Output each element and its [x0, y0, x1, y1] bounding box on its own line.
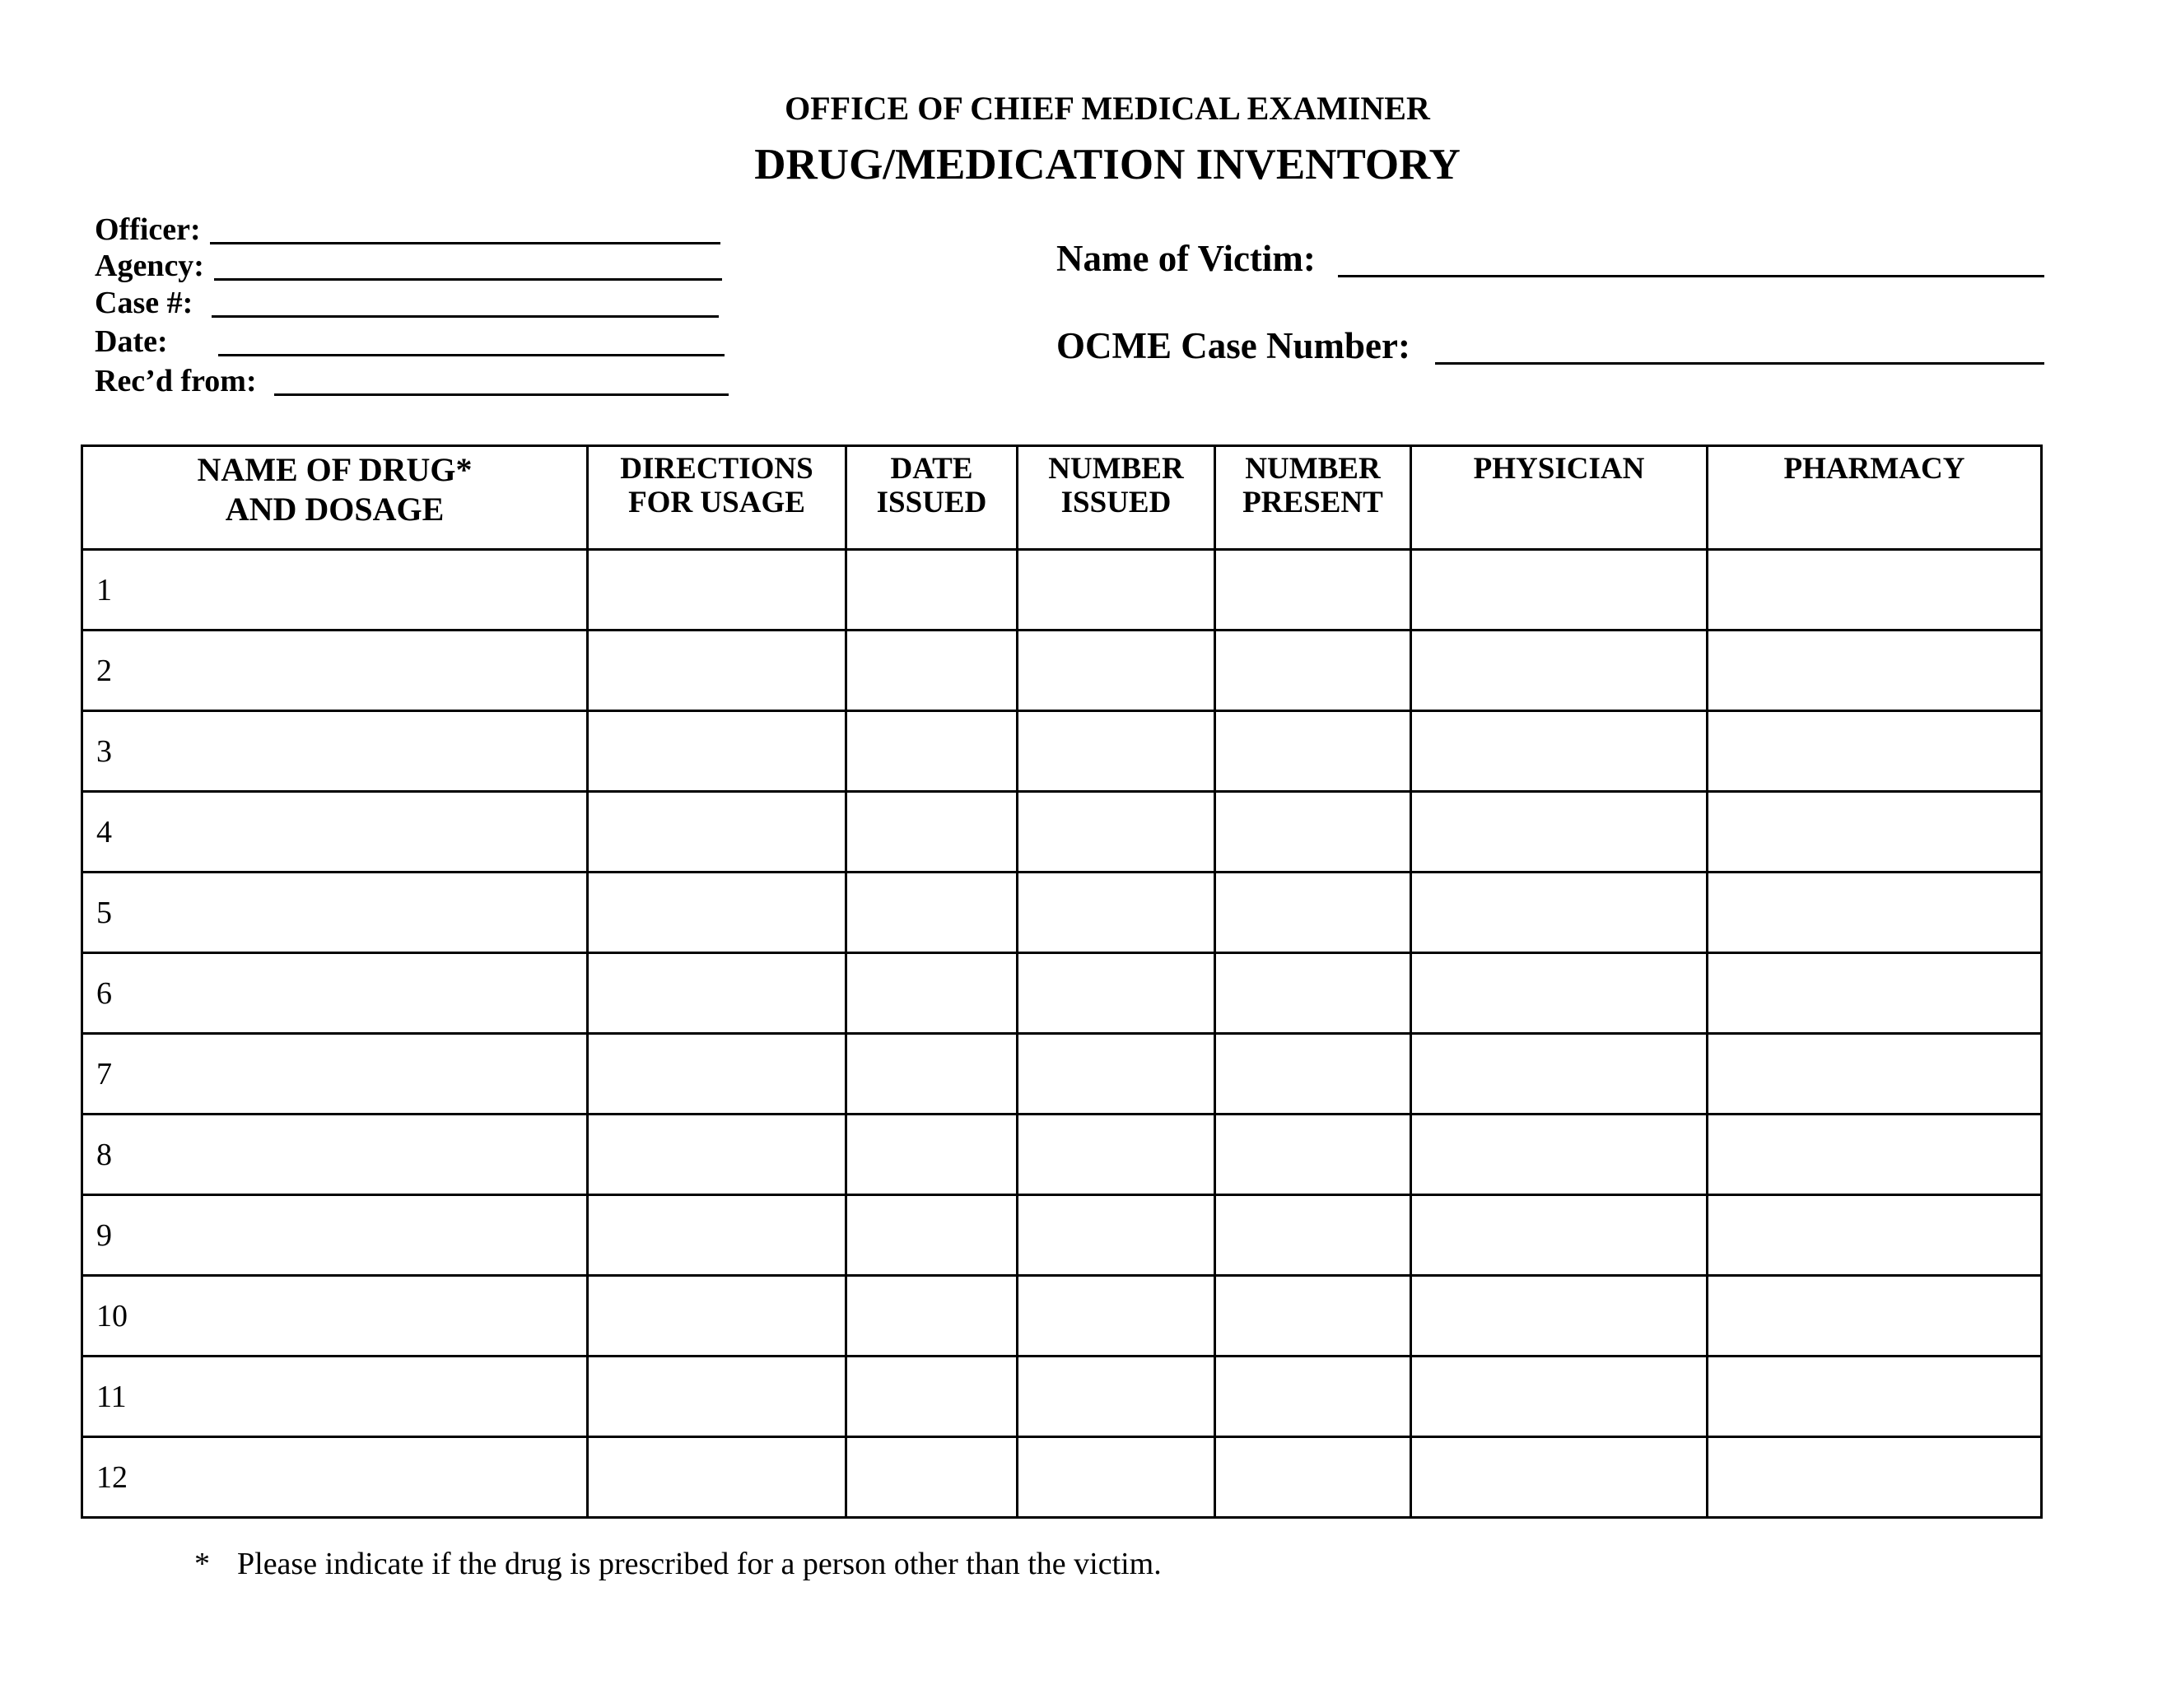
cell-physician[interactable]	[1411, 550, 1708, 631]
ocme-case-number-label: OCME Case Number:	[1056, 325, 1410, 366]
cell-number-present[interactable]	[1215, 1276, 1411, 1357]
cell-physician[interactable]	[1411, 953, 1708, 1034]
column-header-line: PRESENT	[1242, 486, 1383, 519]
cell-drug-name[interactable]	[82, 792, 588, 873]
table-row	[82, 792, 2042, 873]
received-from-input-line[interactable]	[274, 393, 729, 396]
row-number: 6	[96, 975, 112, 1011]
cell-number-issued[interactable]	[1018, 873, 1215, 953]
victim-name-label: Name of Victim:	[1056, 238, 1316, 279]
footnote-text: Please indicate if the drug is prescribed for a person other than the victim.	[237, 1547, 1162, 1581]
cell-pharmacy[interactable]	[1708, 953, 2042, 1034]
cell-number-issued[interactable]	[1018, 1115, 1215, 1195]
column-header-line: PHARMACY	[1783, 452, 1965, 486]
cell-physician[interactable]	[1411, 1034, 1708, 1115]
table-row	[82, 1437, 2042, 1518]
cell-number-present[interactable]	[1215, 1357, 1411, 1437]
cell-drug-name[interactable]	[82, 1437, 588, 1518]
cell-drug-name[interactable]	[82, 1195, 588, 1276]
cell-directions[interactable]	[588, 1195, 846, 1276]
cell-pharmacy[interactable]	[1708, 1276, 2042, 1357]
table-row	[82, 1357, 2042, 1437]
officer-input-line[interactable]	[210, 242, 720, 244]
footnote	[194, 1546, 1162, 1582]
received-from-label: Rec’d from:	[95, 364, 257, 398]
office-title: OFFICE OF CHIEF MEDICAL EXAMINER	[785, 90, 1430, 127]
column-header-line: DATE	[890, 452, 973, 486]
cell-pharmacy[interactable]	[1708, 1357, 2042, 1437]
column-header-line: FOR USAGE	[628, 486, 805, 519]
cell-directions[interactable]	[588, 792, 846, 873]
table-row	[82, 1195, 2042, 1276]
table-row	[82, 631, 2042, 711]
cell-drug-name[interactable]	[82, 631, 588, 711]
table-row	[82, 873, 2042, 953]
cell-drug-name[interactable]	[82, 550, 588, 631]
cell-date-issued[interactable]	[846, 1195, 1018, 1276]
cell-number-present[interactable]	[1215, 711, 1411, 792]
row-number: 11	[96, 1379, 127, 1414]
cell-date-issued[interactable]	[846, 792, 1018, 873]
cell-directions[interactable]	[588, 953, 846, 1034]
cell-number-present[interactable]	[1215, 792, 1411, 873]
row-number: 5	[96, 895, 112, 930]
cell-pharmacy[interactable]	[1708, 1195, 2042, 1276]
column-header-physician	[1411, 446, 1708, 550]
cell-directions[interactable]	[588, 550, 846, 631]
cell-directions[interactable]	[588, 1034, 846, 1115]
cell-drug-name[interactable]	[82, 873, 588, 953]
inventory-table	[81, 444, 2043, 1519]
cell-directions[interactable]	[588, 631, 846, 711]
column-header-line: NAME OF DRUG*	[197, 451, 473, 488]
cell-date-issued[interactable]	[846, 953, 1018, 1034]
cell-date-issued[interactable]	[846, 1115, 1018, 1195]
cell-number-present[interactable]	[1215, 1195, 1411, 1276]
cell-physician[interactable]	[1411, 873, 1708, 953]
date-label: Date:	[95, 324, 168, 359]
cell-number-issued[interactable]	[1018, 1195, 1215, 1276]
cell-number-present[interactable]	[1215, 1437, 1411, 1518]
cell-number-issued[interactable]	[1018, 550, 1215, 631]
column-header-drug-name	[82, 446, 588, 550]
cell-number-issued[interactable]	[1018, 1437, 1215, 1518]
cell-number-present[interactable]	[1215, 550, 1411, 631]
cell-number-issued[interactable]	[1018, 711, 1215, 792]
cell-date-issued[interactable]	[846, 711, 1018, 792]
table-row	[82, 711, 2042, 792]
column-header-number-present	[1215, 446, 1411, 550]
cell-number-present[interactable]	[1215, 631, 1411, 711]
table-body	[82, 550, 2042, 1518]
cell-number-present[interactable]	[1215, 953, 1411, 1034]
table-header-row	[82, 446, 2042, 550]
cell-date-issued[interactable]	[846, 1437, 1018, 1518]
cell-drug-name[interactable]	[82, 953, 588, 1034]
cell-number-issued[interactable]	[1018, 792, 1215, 873]
table-row	[82, 953, 2042, 1034]
row-number: 8	[96, 1137, 112, 1172]
form-title: DRUG/MEDICATION INVENTORY	[754, 141, 1461, 188]
cell-pharmacy[interactable]	[1708, 1034, 2042, 1115]
column-header-directions	[588, 446, 846, 550]
cell-directions[interactable]	[588, 1437, 846, 1518]
cell-drug-name[interactable]	[82, 1276, 588, 1357]
column-header-line: NUMBER	[1048, 452, 1184, 486]
cell-drug-name[interactable]	[82, 1034, 588, 1115]
footnote-marker: *	[194, 1547, 210, 1581]
cell-date-issued[interactable]	[846, 550, 1018, 631]
cell-pharmacy[interactable]	[1708, 873, 2042, 953]
cell-pharmacy[interactable]	[1708, 792, 2042, 873]
cell-directions[interactable]	[588, 1276, 846, 1357]
cell-pharmacy[interactable]	[1708, 711, 2042, 792]
table-row	[82, 1034, 2042, 1115]
cell-number-present[interactable]	[1215, 1115, 1411, 1195]
table-row	[82, 1276, 2042, 1357]
cell-date-issued[interactable]	[846, 873, 1018, 953]
cell-physician[interactable]	[1411, 711, 1708, 792]
column-header-line: AND DOSAGE	[225, 491, 445, 528]
cell-number-issued[interactable]	[1018, 953, 1215, 1034]
cell-date-issued[interactable]	[846, 1357, 1018, 1437]
cell-physician[interactable]	[1411, 1115, 1708, 1195]
cell-date-issued[interactable]	[846, 1276, 1018, 1357]
cell-drug-name[interactable]	[82, 1115, 588, 1195]
agency-label: Agency:	[95, 249, 204, 283]
cell-directions[interactable]	[588, 1357, 846, 1437]
cell-pharmacy[interactable]	[1708, 550, 2042, 631]
cell-physician[interactable]	[1411, 1276, 1708, 1357]
cell-date-issued[interactable]	[846, 631, 1018, 711]
cell-drug-name[interactable]	[82, 1357, 588, 1437]
cell-physician[interactable]	[1411, 792, 1708, 873]
cell-number-present[interactable]	[1215, 1034, 1411, 1115]
column-header-line: NUMBER	[1245, 452, 1381, 486]
row-number: 2	[96, 653, 112, 688]
row-number: 3	[96, 733, 112, 769]
column-header-line: PHYSICIAN	[1473, 452, 1645, 486]
cell-physician[interactable]	[1411, 1437, 1708, 1518]
cell-physician[interactable]	[1411, 1195, 1708, 1276]
row-number: 9	[96, 1217, 112, 1253]
cell-number-issued[interactable]	[1018, 631, 1215, 711]
cell-drug-name[interactable]	[82, 711, 588, 792]
cell-number-issued[interactable]	[1018, 1034, 1215, 1115]
column-header-line: DIRECTIONS	[620, 452, 813, 486]
column-header-number-issued	[1018, 446, 1215, 550]
column-header-pharmacy	[1708, 446, 2042, 550]
table-row	[82, 550, 2042, 631]
row-number: 10	[96, 1298, 128, 1333]
row-number: 7	[96, 1056, 112, 1091]
officer-label: Officer:	[95, 212, 201, 247]
column-header-line: ISSUED	[876, 486, 987, 519]
row-number: 4	[96, 814, 112, 849]
victim-name-input-line[interactable]	[1338, 275, 2044, 277]
cell-date-issued[interactable]	[846, 1034, 1018, 1115]
cell-physician[interactable]	[1411, 631, 1708, 711]
cell-pharmacy[interactable]	[1708, 1437, 2042, 1518]
cell-directions[interactable]	[588, 1115, 846, 1195]
ocme-case-number-input-line[interactable]	[1435, 362, 2044, 365]
cell-directions[interactable]	[588, 873, 846, 953]
case-number-label: Case #:	[95, 286, 193, 320]
cell-pharmacy[interactable]	[1708, 1115, 2042, 1195]
column-header-date-issued	[846, 446, 1018, 550]
row-number: 12	[96, 1459, 128, 1495]
column-header-line: ISSUED	[1060, 486, 1172, 519]
cell-number-present[interactable]	[1215, 873, 1411, 953]
table-row	[82, 1115, 2042, 1195]
cell-number-issued[interactable]	[1018, 1276, 1215, 1357]
date-input-line[interactable]	[218, 354, 725, 356]
cell-physician[interactable]	[1411, 1357, 1708, 1437]
row-number: 1	[96, 572, 112, 607]
cell-number-issued[interactable]	[1018, 1357, 1215, 1437]
cell-directions[interactable]	[588, 711, 846, 792]
agency-input-line[interactable]	[214, 278, 722, 281]
cell-pharmacy[interactable]	[1708, 631, 2042, 711]
case-number-input-line[interactable]	[212, 315, 719, 318]
